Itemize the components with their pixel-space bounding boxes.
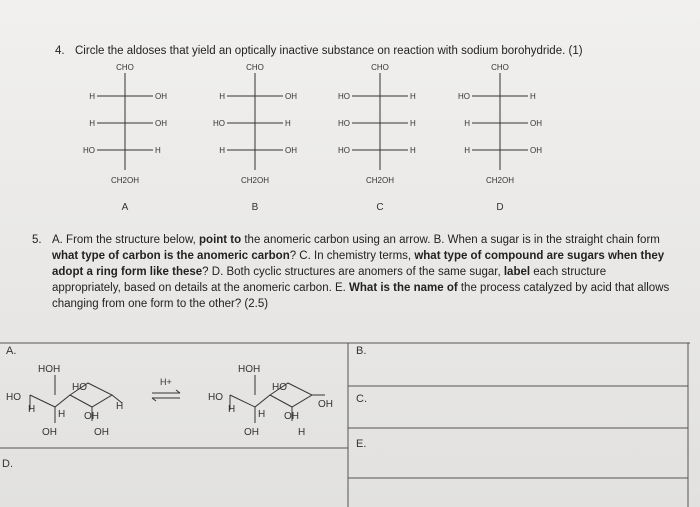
ring-left-bottom-oh-2: OH <box>94 427 109 438</box>
question-4-text: Circle the aldoses that yield an optically inactive substance on reaction with sodium borohydride. (1) <box>75 45 583 57</box>
fischer-right-substituent: H <box>285 119 291 128</box>
fischer-top-group: CHO <box>491 63 509 72</box>
question-5-phrase: each structure appropriately, based on details at the anomeric carbon. E. <box>52 266 607 294</box>
question-5-phrase: the process catalyzed by acid that allows changing from one form to the other? (2.5) <box>52 282 670 310</box>
ring-left-h2: H <box>58 409 66 420</box>
question-5-bold-phrase: what type of compound are sugars when they adopt a ring form like these <box>52 250 665 278</box>
equilibrium-arrow <box>152 390 180 401</box>
fischer-projections-svg <box>0 60 700 220</box>
ring-right-left-label: HO <box>208 392 223 403</box>
ring-right-oh: OH <box>284 411 299 422</box>
ring-right-h1: H <box>228 404 236 415</box>
question-5 <box>32 232 672 312</box>
ring-right-bottom-h: H <box>298 427 306 438</box>
fischer-label: D <box>496 202 504 213</box>
ring-left-h3: H <box>116 401 124 412</box>
question-5-phrase: the anomeric carbon using an arrow. B. When a sugar is in the straight chain form <box>241 234 660 246</box>
fischer-projections <box>0 60 700 220</box>
fischer-top-group: CHO <box>116 63 134 72</box>
ring-left-left-label: HO <box>6 392 21 403</box>
fischer-right-substituent: OH <box>530 119 542 128</box>
question-5-bold-phrase: What is the name of <box>349 282 458 294</box>
question-5-bold-phrase: what type of carbon is the anomeric carbon <box>52 250 290 262</box>
fischer-top-group: CHO <box>246 63 264 72</box>
question-5-phrase: A. From the structure below, <box>52 234 200 246</box>
fischer-right-substituent: H <box>530 92 536 101</box>
fischer-left-substituent: H <box>219 92 225 101</box>
question-4 <box>55 44 695 58</box>
fischer-left-substituent: H <box>464 146 470 155</box>
ring-left-h1: H <box>28 404 36 415</box>
fischer-right-substituent: OH <box>530 146 542 155</box>
fischer-bottom-group: CH2OH <box>485 176 515 185</box>
fischer-left-substituent: H <box>219 146 225 155</box>
fischer-right-substituent: H <box>410 119 416 128</box>
fischer-right-substituent: OH <box>285 92 297 101</box>
cyclic-structures <box>0 355 345 445</box>
question-5-bold-phrase: point to <box>199 234 242 246</box>
question-number: 4. <box>55 45 65 57</box>
catalyst-label: H+ <box>160 377 172 387</box>
answer-label-d: D. <box>2 458 13 470</box>
ring-right-top-label: HOH <box>238 364 261 375</box>
fischer-top-group: CHO <box>371 63 389 72</box>
fischer-left-substituent: HO <box>458 92 470 101</box>
fischer-bottom-group: CH2OH <box>365 176 395 185</box>
ring-right-ring-o: HO <box>272 382 287 393</box>
fischer-bottom-group: CH2OH <box>110 176 140 185</box>
fischer-right-substituent: OH <box>155 119 167 128</box>
answer-label-e: E. <box>356 438 367 450</box>
ring-left-ring-o: HO <box>72 382 87 393</box>
question-5-phrase: ? D. Both cyclic structures are anomers of the same sugar, <box>202 266 504 278</box>
answer-label-b: B. <box>356 345 367 357</box>
fischer-left-substituent: H <box>89 92 95 101</box>
question-5-text <box>52 232 672 312</box>
fischer-right-substituent: H <box>410 92 416 101</box>
answer-label-c: C. <box>356 393 367 405</box>
fischer-label: C <box>376 202 384 213</box>
fischer-left-substituent: H <box>464 119 470 128</box>
ring-right-right-label: OH <box>318 399 333 410</box>
question-5-bold-phrase: label <box>503 266 531 278</box>
ring-right-bottom-oh: OH <box>244 427 259 438</box>
fischer-left-substituent: HO <box>338 92 350 101</box>
fischer-label: A <box>121 202 129 213</box>
fischer-right-substituent: H <box>410 146 416 155</box>
fischer-left-substituent: HO <box>338 146 350 155</box>
fischer-left-substituent: HO <box>83 146 95 155</box>
question-number: 5. <box>32 234 42 246</box>
question-5-phrase: ? C. In chemistry terms, <box>289 250 415 262</box>
fischer-right-substituent: H <box>155 146 161 155</box>
ring-left-bottom-oh-1: OH <box>42 427 57 438</box>
fischer-right-substituent: OH <box>285 146 297 155</box>
fischer-left-substituent: H <box>89 119 95 128</box>
fischer-left-substituent: HO <box>213 119 225 128</box>
ring-right-h2: H <box>258 409 266 420</box>
ring-left-top-label: HOH <box>38 364 61 375</box>
fischer-bottom-group: CH2OH <box>240 176 270 185</box>
fischer-left-substituent: HO <box>338 119 350 128</box>
answer-label-a: A. <box>6 345 17 357</box>
fischer-label: B <box>251 202 259 213</box>
ring-left-oh: OH <box>84 411 99 422</box>
fischer-right-substituent: OH <box>155 92 167 101</box>
